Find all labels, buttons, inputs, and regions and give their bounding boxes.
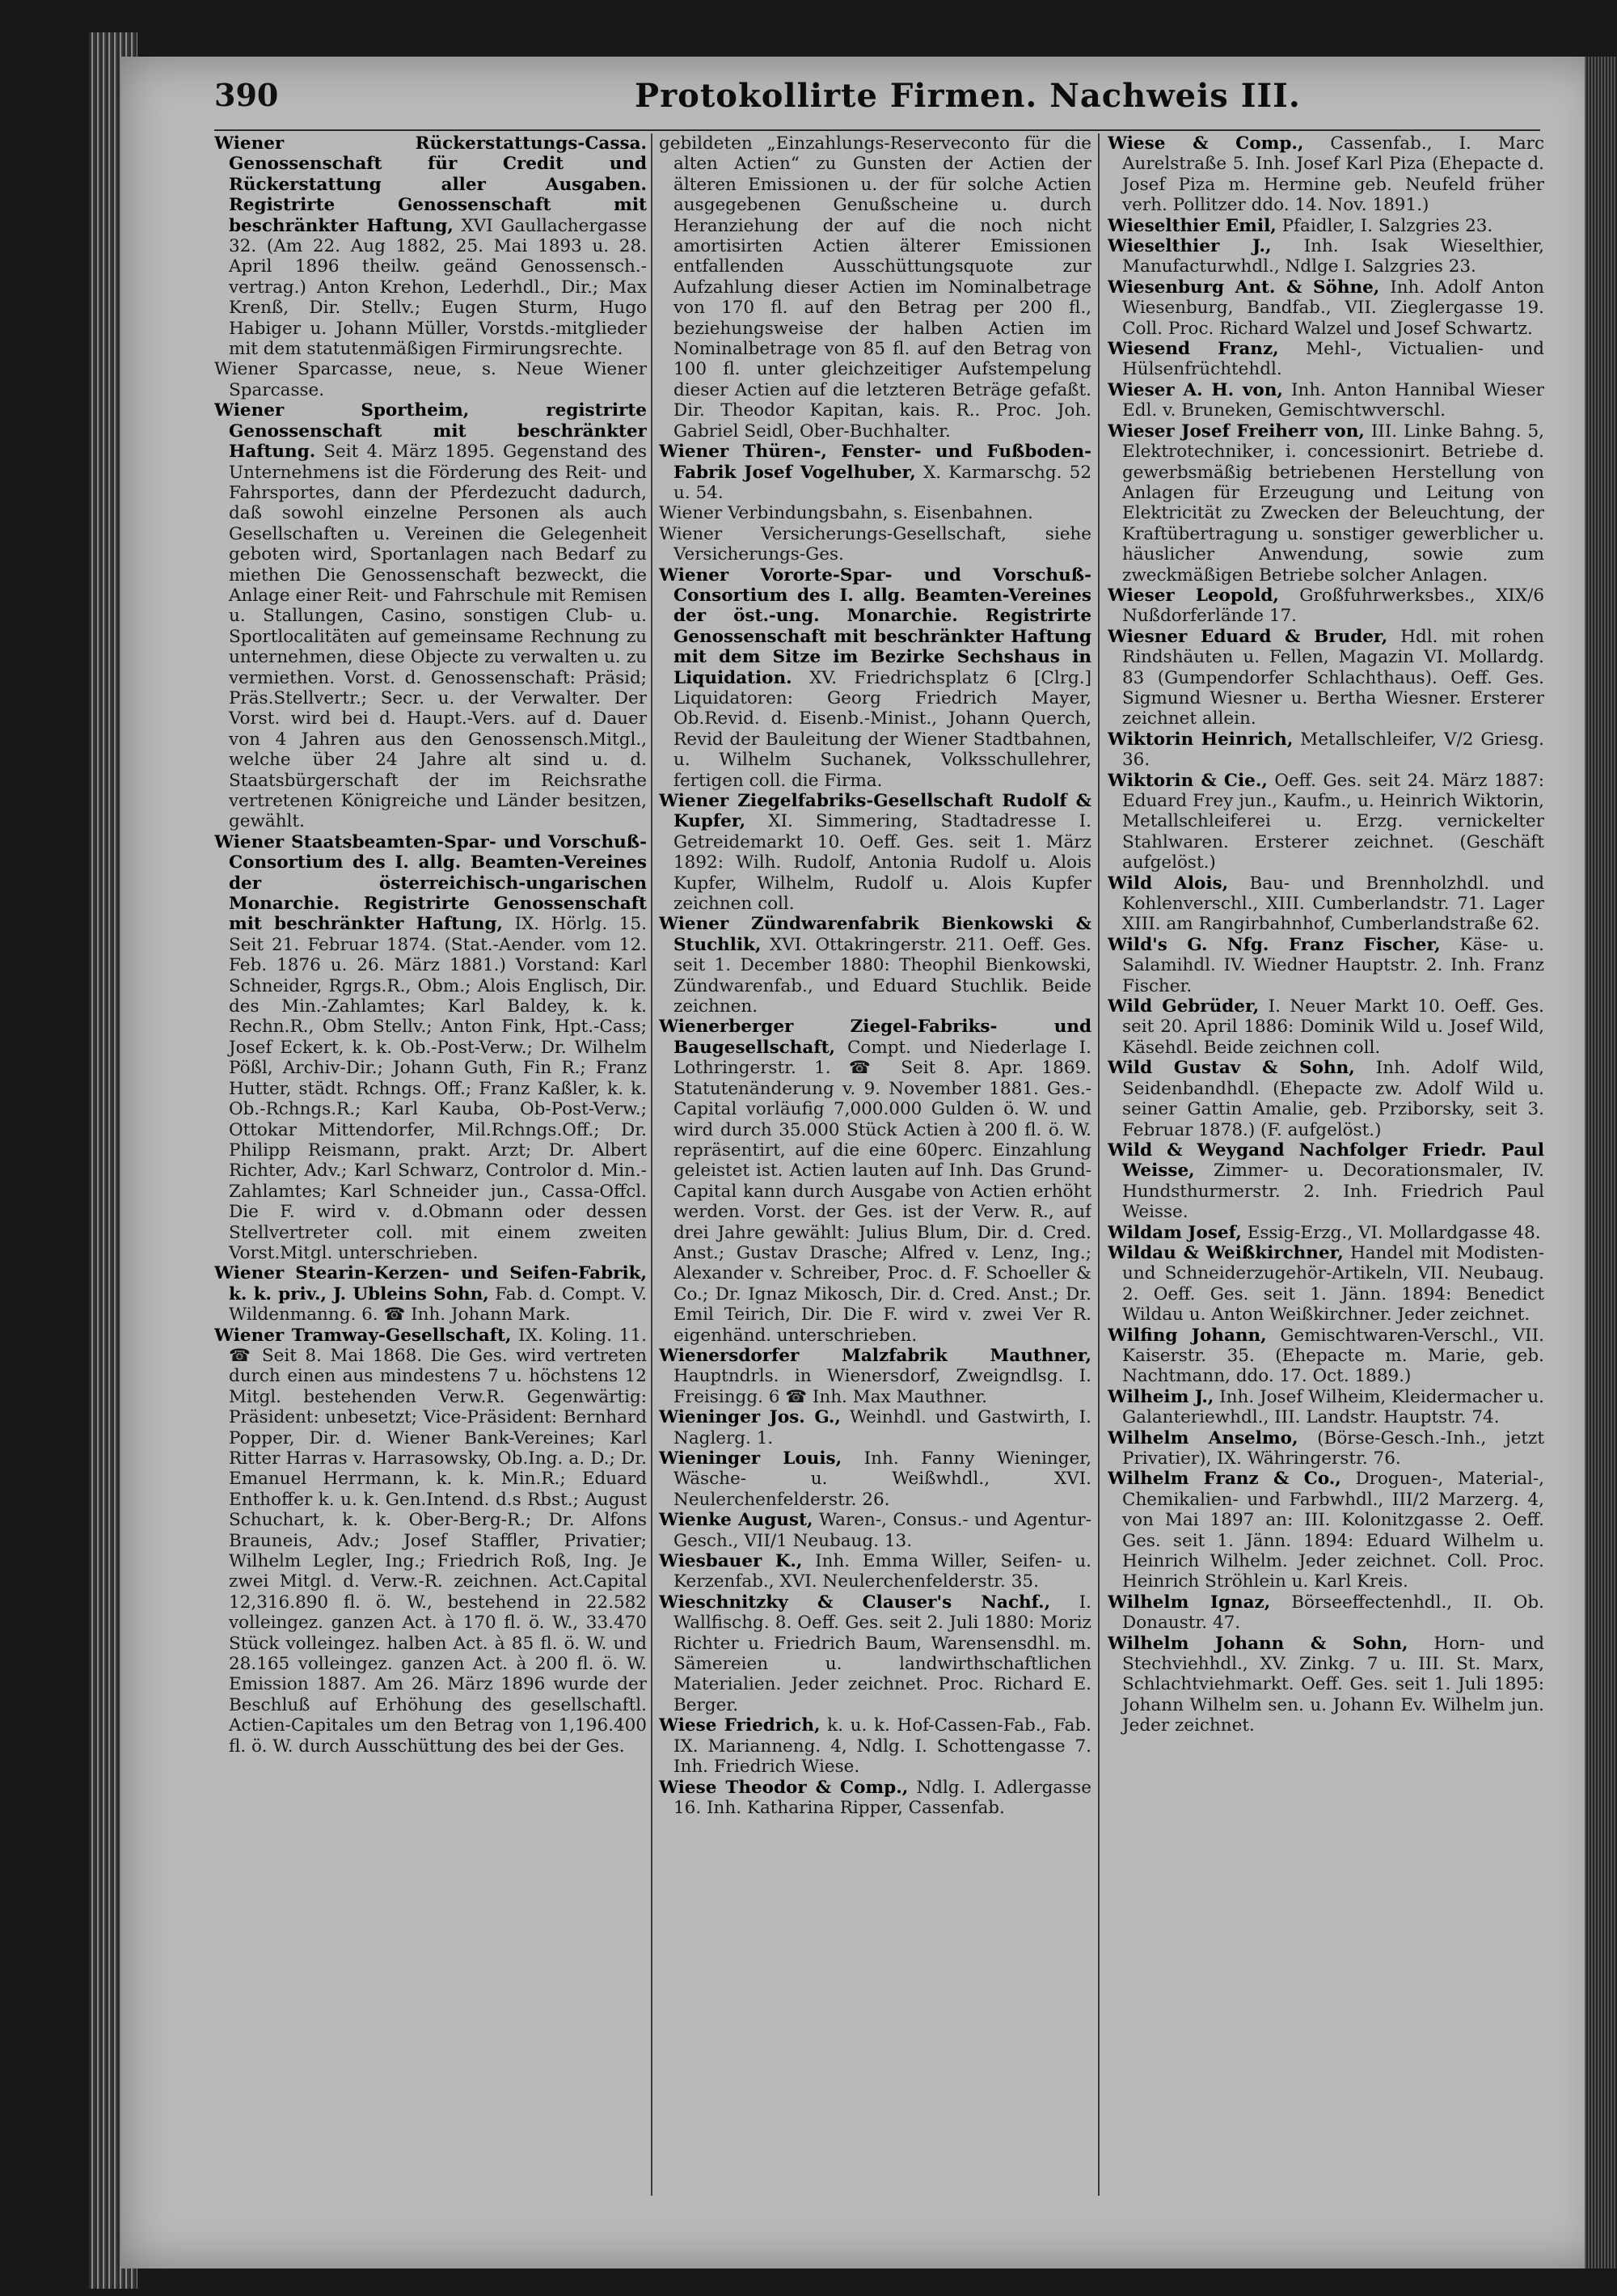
firm-name: Wieser A. H. von,: [1108, 379, 1283, 400]
firm-name: Wiener Tramway-Gesellschaft,: [214, 1325, 512, 1346]
firm-name: Wieselthier J.,: [1108, 236, 1272, 257]
entry-text: Inh. Isak Wieselthier, Manufacturwhdl., Ndlge I. Salzgries 23.: [1122, 236, 1544, 277]
firm-name: Wiener Staatsbeamten-Spar- und Vorschuß-Consortium des I. allg. Beamten-Vereines der österreichisch-ungarischen Monarchie. Registrirte Genossenschaft mit beschränkter Haftung,: [214, 831, 647, 935]
directory-entry: [1108, 1223, 1544, 1243]
firm-name: Wiesner Eduard & Bruder,: [1108, 626, 1388, 647]
entry-text: Großfuhrwerksbes., XIX/6 Nußdorferlände 17.: [1122, 585, 1544, 627]
firm-name: Wieschnitzky & Clauser's Nachf.,: [659, 1592, 1051, 1613]
firm-name: Wild's G. Nfg. Franz Fischer,: [1108, 934, 1441, 955]
directory-entry: [214, 832, 647, 1264]
firm-name: Wiener Stearin-Kerzen- und Seifen-Fabrik, k. k. priv., J. Ubleins Sohn,: [214, 1263, 647, 1304]
column-divider: [651, 133, 652, 2196]
page-header: [214, 77, 1540, 125]
firm-name: Wildam Josef,: [1108, 1222, 1242, 1243]
directory-entry: [1108, 421, 1544, 586]
entry-text: Fab. d. Compt. V. Wildenmanng. 6. ☎ Inh. Johann Mark.: [229, 1283, 647, 1326]
directory-entry: [1108, 380, 1544, 421]
directory-entry: [659, 914, 1091, 1017]
directory-entry: [1108, 627, 1544, 729]
directory-entry: [659, 1592, 1091, 1715]
directory-entry: [659, 1448, 1091, 1510]
firm-name: Wiener Vororte-Spar- und Vorschuß-Consortium des I. allg. Beamten-Vereines der öst.-ung. Monarchie. Registrirte Genossenschaft mit beschränkter Haftung mit dem Sitze im Bezirke Sechshaus in Liquidation.: [659, 564, 1091, 688]
entry-text: Droguen-, Material-, Chemikalien- und Farbwhdl., III/2 Marzerg. 4, von Mai 1897 an: III. Kolonitzgasse 2. Oeff. Ges. seit 1. Jänn. 1894: Eduard Wilhelm u. Heinrich Wilhelm. Jeder zeichnet. Coll. Proc. Heinrich Ströhlein u. Karl Kreis.: [1122, 1469, 1544, 1592]
entry-text: (Börse-Gesch.-Inh., jetzt Privatier), IX. Währingerstr. 76.: [1122, 1427, 1544, 1469]
entry-text: Cassenfab., I. Marc Aurelstraße 5. Inh. Josef Karl Piza (Ehepacte d. Josef Piza m. Hermine geb. Neufeld früher verh. Pollitzer ddo. 14. Nov. 1891.): [1122, 133, 1544, 216]
firm-name: Wieser Josef Freiherr von,: [1108, 421, 1365, 442]
entry-text: Inh. Adolf Wild, Seidenbandhdl. (Ehepacte zw. Adolf Wild u. seiner Gattin Amalie, geb. Prziborsky, seit 3. Februar 1878.) (F. aufgelöst.): [1122, 1058, 1544, 1140]
entry-text: Horn- und Stechviehhdl., XV. Zinkg. 7 u. III. St. Marx, Schlachtviehmarkt. Oeff. Ges. seit 1. Juli 1895: Johann Wilhelm sen. u. Johann Ev. Wilhelm jun. Jeder zeichnet.: [1122, 1633, 1544, 1736]
header-rule: [214, 129, 1540, 131]
directory-entry: [659, 1017, 1091, 1346]
firm-name: Wiesbauer K.,: [659, 1551, 803, 1572]
entry-text: Ndlg. I. Adlergasse 16. Inh. Katharina Ripper, Cassenfab.: [673, 1777, 1091, 1818]
entry-text: IX. Koling. 11. ☎ Seit 8. Mai 1868. Die Ges. wird vertreten durch einen aus mindestens 7 u. höchstens 12 Mitgl. bestehenden Verw.R. Gegenwärtig: Präsident: unbesetzt; Vice-Präsident: Bernhard Popper, Dir. d. Wiener Bank-Vereines; Karl Ritter Harras v. Harrasowsky, Ob.Ing. a. D.; Dr. Emanuel Herrmann, k. k. Min.R.; Eduard Enthoffer k. u. k. Gen.Intend. d.s Rbst.; August Schuchart, k. k. Ober-Berg-R.; Dr. Alfons Brauneis, Adv.; Josef Staffler, Privatier; Wilhelm Legler, Ing.; Friedrich Roß, Ing. Je zwei Mitgl. d. Verw.-R. zeichnen. Act.Capital 12,316.890 fl. ö. W., bestehend in 22.582 volleingez. ganzen Act. à 170 fl. ö. W., 33.470 Stück volleingez. halben Act. à 85 fl. ö. W. und 28.165 volleingez. ganzen Act. à 200 fl. ö. W. Emission 1887. Am 26. März 1896 wurde der Beschluß auf Erhöhung des gesellschaftl. Actien-Capitales um den Betrag von 1,196.400 fl. ö. W. durch Ausschüttung des bei der Ges.: [229, 1325, 647, 1757]
firm-name: Wiese & Comp.,: [1108, 133, 1304, 154]
firm-name: Wilfing Johann,: [1108, 1325, 1267, 1346]
entry-text: Compt. und Niederlage I. Lothringerstr. 1. ☎ Seit 8. Apr. 1869. Statutenänderung v. 9. November 1881. Ges.-Capital vorläufig 7,000.000 Gulden ö. W. und wird durch 35.000 Stück Actien à 200 fl. ö. W. repräsentirt, auf die eine 60perc. Einzahlung geleistet ist. Actien lauten auf Inh. Das Grund-Capital kann durch Ausgabe von Actien erhöht werden. Vorst. der Ges. ist der Verw. R., auf drei Jahre gewählt: Julius Blum, Dir. d. Cred. Anst.; Gustav Drasche; Alfred v. Lenz, Ing.; Alexander v. Schreiber, Proc. d. F. Schoeller & Co.; Dr. Ignaz Mikosch, Dir. d. Cred. Anst.; Dr. Emil Teirich, Dir. Die F. wird v. zwei Ver R. eigenhänd. unterschrieben.: [673, 1037, 1091, 1346]
entry-text: Inh. Emma Willer, Seifen- u. Kerzenfab., XVI. Neulerchenfelderstr. 35.: [673, 1551, 1091, 1592]
page-edge: [1585, 57, 1617, 2269]
entry-text: Hauptndrls. in Wienersdorf, Zweigndlsg. I. Freisingg. 6 ☎ Inh. Max Mauthner.: [673, 1366, 1091, 1407]
directory-entry: [659, 503, 1091, 523]
directory-entry: [1108, 1058, 1544, 1140]
firm-name: Wiener Rückerstattungs-Cassa. Genossenschaft für Credit und Rückerstattung aller Ausgaben. Registrirte Genossenschaft mit beschränkter Haftung,: [214, 133, 647, 236]
directory-entry: [1108, 1469, 1544, 1592]
firm-name: Wienerberger Ziegel-Fabriks- und Baugesellschaft,: [659, 1017, 1091, 1058]
directory-entry: [659, 524, 1091, 565]
entry-text: Inh. Josef Wilheim, Kleidermacher u. Galanteriewhdl., III. Landstr. Hauptstr. 74.: [1122, 1386, 1544, 1428]
directory-entry: [1108, 1243, 1544, 1326]
entry-text: Inh. Anton Hannibal Wieser Edl. v. Bruneken, Gemischtwverschl.: [1122, 379, 1544, 421]
firm-name: Wilheim J.,: [1108, 1386, 1214, 1407]
directory-entry: [214, 1263, 647, 1325]
firm-name: Wiener Thüren-, Fenster- und Fußboden-Fabrik Josef Vogelhuber,: [659, 442, 1091, 483]
entry-text: Zimmer- u. Decorationsmaler, IV. Hundsthurmerstr. 2. Inh. Friedrich Paul Weisse.: [1122, 1161, 1544, 1223]
directory-entry: [659, 1510, 1091, 1551]
entry-text: Wiener Sparcasse, neue, s. Neue Wiener Sparcasse.: [214, 359, 647, 400]
firm-name: Wiesenburg Ant. & Söhne,: [1108, 277, 1380, 298]
directory-entry: [214, 359, 647, 400]
directory-entry: [1108, 339, 1544, 380]
entry-text: Mehl-, Victualien- und Hülsenfrüchtehdl.: [1122, 339, 1544, 380]
firm-name: Wiesend Franz,: [1108, 339, 1279, 360]
directory-entry: [1108, 935, 1544, 996]
directory-entry: [1108, 236, 1544, 277]
firm-name: Wienke August,: [659, 1510, 813, 1531]
directory-entry: [659, 565, 1091, 791]
firm-name: Wiese Friedrich,: [659, 1715, 821, 1736]
firm-name: Wildau & Weißkirchner,: [1108, 1242, 1344, 1263]
firm-name: Wiese Theodor & Comp.,: [659, 1777, 909, 1798]
directory-entry: [659, 442, 1091, 503]
firm-name: Wienersdorfer Malzfabrik Mauthner,: [659, 1345, 1091, 1366]
entry-text: Bau- und Brennholzhdl. und Kohlenverschl., XIII. Cumberlandstr. 71. Lager XIII. am Rangirbahnhof, Cumberlandstraße 62.: [1122, 873, 1544, 935]
directory-entry: [214, 1326, 647, 1757]
firm-name: Wild Alois,: [1108, 873, 1229, 894]
directory-entry: [1108, 873, 1544, 935]
entry-text: Oeff. Ges. seit 24. März 1887: Eduard Frey jun., Kaufm., u. Heinrich Wiktorin, Metallschleiferei u. Erzg. vernickelter Stahlwaren. Ersterer zeichnet. (Geschäft aufgelöst.): [1122, 770, 1544, 873]
directory-entry: [1108, 729, 1544, 771]
directory-entry: [1108, 996, 1544, 1058]
entry-text: XI. Simmering, Stadtadresse I. Getreidemarkt 10. Oeff. Ges. seit 1. März 1892: Wilh. Rudolf, Antonia Rudolf u. Alois Kupfer, Wilhelm, Rudolf u. Alois Kupfer zeichnen coll.: [673, 811, 1091, 915]
column-2: [659, 133, 1091, 2196]
firm-name: Wieninger Louis,: [659, 1448, 842, 1469]
directory-entry: [214, 400, 647, 832]
directory-entry: [1108, 586, 1544, 627]
entry-text: XVI Gaullachergasse 32. (Am 22. Aug 1882, 25. Mai 1893 u. 28. April 1896 theilw. geänd Genossensch.-vertrag.) Anton Krehon, Lederhdl., Dir.; Max Krenß, Dir. Stellv.; Eugen Sturm, Hugo Habiger u. Johann Müller, Vorstds.-mitglieder mit dem statutenmäßigen Firmirungsrechte.: [229, 215, 647, 360]
directory-entry: [659, 1346, 1091, 1407]
directory-entry: [659, 1407, 1091, 1448]
page-number: 390: [214, 77, 279, 113]
firm-name: Wiener Sportheim, registrirte Genossenschaft mit beschränkter Haftung.: [214, 400, 647, 463]
firm-name: Wilhelm Johann & Sohn,: [1108, 1633, 1408, 1654]
directory-entry: [659, 791, 1091, 914]
entry-text: X. Karmarschg. 52 u. 54.: [673, 462, 1091, 503]
column-divider: [1098, 133, 1100, 2196]
directory-entry: [1108, 133, 1544, 216]
entry-text: III. Linke Bahng. 5, Elektrotechniker, i. concessionirt. Betriebe d. gewerbsmäßig betriebenen Herstellung von Anlagen für Erzeugung und Leitung von Elektricität zu Zwecken der Beleuchtung, der Kraftübertragung u. sonstiger gewerblicher u. häuslicher Anwendung, sowie zum zweckmäßigen Betriebe solcher Anlagen.: [1122, 421, 1544, 586]
directory-entry: [1108, 277, 1544, 339]
firm-name: Wilhelm Ignaz,: [1108, 1592, 1271, 1613]
firm-name: Wiener Zündwarenfabrik Bienkowski & Stuchlik,: [659, 914, 1091, 955]
firm-name: Wild & Weygand Nachfolger Friedr. Paul Weisse,: [1108, 1140, 1544, 1182]
directory-entry: [214, 133, 647, 359]
entry-text: Inh. Adolf Anton Wiesenburg, Bandfab., VII. Zieglergasse 19. Coll. Proc. Richard Walzel und Josef Schwartz.: [1122, 277, 1544, 339]
entry-text: Waren-, Consus.- und Agentur-Gesch., VII/1 Neubaug. 13.: [673, 1510, 1091, 1551]
directory-entry: [1108, 771, 1544, 873]
entry-text: k. u. k. Hof-Cassen-Fab., Fab. IX. Marianneng. 4, Ndlg. I. Schottengasse 7. Inh. Friedrich Wiese.: [673, 1715, 1091, 1778]
firm-name: Wiener Ziegelfabriks-Gesellschaft Rudolf & Kupfer,: [659, 791, 1091, 832]
entry-text: XVI. Ottakringerstr. 211. Oeff. Ges. seit 1. December 1880: Theophil Bienkowski, Zündwarenfab., und Eduard Stuchlik. Beide zeichnen.: [673, 934, 1091, 1017]
directory-entry: [659, 133, 1091, 442]
firm-name: Wieselthier Emil,: [1108, 215, 1277, 236]
running-head: Protokollirte Firmen. Nachweis III.: [635, 77, 1301, 115]
firm-name: Wilhelm Anselmo,: [1108, 1427, 1298, 1448]
entry-text: Hdl. mit rohen Rindshäuten u. Fellen, Magazin VI. Mollardg. 83 (Gumpendorfer Schlachthaus). Oeff. Ges. Sigmund Wiesner u. Bertha Wiesner. Ersterer zeichnet allein.: [1122, 626, 1544, 729]
directory-entry: [1108, 1140, 1544, 1223]
entry-text: XV. Friedrichsplatz 6 [Clrg.] Liquidatoren: Georg Friedrich Mayer, Ob.Revid. d. Eisenb.-Minist., Johann Querch, Revid der Bauleitung der Wiener Stadtbahnen, u. Wilhelm Suchanek, Volksschullehrer, fertigen coll. die Firma.: [673, 667, 1091, 791]
firm-name: Wild Gustav & Sohn,: [1108, 1058, 1355, 1079]
entry-text: Seit 4. März 1895. Gegenstand des Unternehmens ist die Förderung des Reit- und Fahrsportes, dann der Pferdezucht dadurch, daß sowohl einzelne Personen als auch Gesellschaften u. Vereinen die Gelegenheit geboten wird, Sportanlagen nach Bedarf zu miethen Die Genossenschaft bezweckt, die Anlage einer Reit- und Fahrschule mit Remisen u. Stallungen, Casino, sonstigen Club- u. Sportlocalitäten auf gemeinsame Rechnung zu unternehmen, diese Objecte zu verwalten u. zu vermiethen. Vorst. d. Genossenschaft: Präsid; Präs.Stellvertr.; Secr. u. der Verwalter. Der Vorst. wird bei d. Haupt.-Vers. auf d. Dauer von 4 Jahren aus den Genossensch.Mitgl., welche über 24 Jahre alt sind u. d. Staatsbürgerschaft der im Reichsrathe vertretenen Königreiche und Länder besitzen, gewählt.: [229, 442, 647, 832]
firm-name: Wieser Leopold,: [1108, 585, 1279, 606]
entry-text: Inh. Fanny Wieninger, Wäsche- u. Weißwhdl., XVI. Neulerchenfelderstr. 26.: [673, 1448, 1091, 1510]
directory-entry: [1108, 1326, 1544, 1387]
directory-entry: [659, 1551, 1091, 1592]
directory-entry: [1108, 216, 1544, 236]
entry-text: Weinhdl. und Gastwirth, I. Naglerg. 1.: [673, 1407, 1091, 1448]
entry-text: I. Wallfischg. 8. Oeff. Ges. seit 2. Juli 1880: Moriz Richter u. Friedrich Baum, Warensensdhl. m. Sämereien u. landwirthschaftlichen Materialien. Jeder zeichnet. Proc. Richard E. Berger.: [673, 1592, 1091, 1715]
entry-text: Gemischtwaren-Verschl., VII. Kaiserstr. 35. (Ehepacte m. Marie, geb. Nachtmann, ddo. 17. Oct. 1889.): [1122, 1325, 1544, 1387]
directory-entry: [659, 1715, 1091, 1777]
firm-name: Wiktorin Heinrich,: [1108, 729, 1294, 750]
entry-text: Wiener Verbindungsbahn, s. Eisenbahnen.: [659, 503, 1033, 524]
entry-text: Käse- u. Salamihdl. IV. Wiedner Hauptstr. 2. Inh. Franz Fischer.: [1122, 934, 1544, 996]
entry-text: I. Neuer Markt 10. Oeff. Ges. seit 20. April 1886: Dominik Wild u. Josef Wild, Käsehdl. Beide zeichnen coll.: [1122, 996, 1544, 1058]
column-3: [1108, 133, 1544, 2196]
entry-text: IX. Hörlg. 15. Seit 21. Februar 1874. (Stat.-Aender. vom 12. Feb. 1876 u. 26. März 1881.) Vorstand: Karl Schneider, Rgrgs.R., Obm.; Alois Englisch, Dir. des Min.-Zahlamtes; Karl Baldey, k. k. Rechn.R., Obm Stellv.; Anton Fink, Hpt.-Cass; Josef Eckert, k. k. Ob.-Post-Verw.; Dr. Wilhelm Pößl, Archiv-Dir.; Johann Guth, Fin R.; Franz Hutter, städt. Rchngs. Off.; Franz Kaßler, k. k. Ob.-Rchngs.R.; Karl Kauba, Ob-Post-Verw.; Ottokar Mittendorfer, Mil.Rchngs.Off.; Dr. Philipp Reismann, prakt. Arzt; Dr. Albert Richter, Adv.; Karl Schwarz, Controlor d. Min.-Zahlamtes; Karl Schneider jun., Cassa-Offcl. Die F. wird v. d.Obmann oder dessen Stellvertreter coll. mit einem zweiten Vorst.Mitgl. unterschrieben.: [229, 914, 647, 1263]
directory-entry: [1108, 1428, 1544, 1469]
column-1: [214, 133, 647, 2196]
directory-entry: [659, 1778, 1091, 1819]
entry-text: Börseeffectenhdl., II. Ob. Donaustr. 47.: [1122, 1592, 1544, 1634]
firm-name: Wild Gebrüder,: [1108, 996, 1260, 1017]
entry-text: Pfaidler, I. Salzgries 23.: [1281, 215, 1493, 236]
firm-name: Wiktorin & Cie.,: [1108, 770, 1268, 791]
directory-entry: [1108, 1592, 1544, 1634]
entry-text: Wiener Versicherungs-Gesellschaft, siehe Versicherungs-Ges.: [659, 523, 1091, 565]
entry-text: gebildeten „Einzahlungs-Reserveconto für die alten Actien“ zu Gunsten der Actien der älteren Emissionen u. der für solche Actien ausgegebenen Genußscheine u. durch Heranziehung der auf die noch nicht amortisirten Actien älterer Emissionen entfallenden Ausschüttungsquote zur Aufzahlung dieser Actien im Nominalbetrage von 170 fl. auf den Betrag per 200 fl., beziehungsweise der halben Actien im Nominalbetrage von 85 fl. auf den Betrag von 100 fl. unter gleichzeitiger Aufstempelung dieser Actien auf die letzteren Beträge gefaßt. Dir. Theodor Kapitan, kais. R.. Proc. Joh. Gabriel Seidl, Ober-Buchhalter.: [659, 133, 1091, 442]
entry-text: Metallschleifer, V/2 Griesg. 36.: [1122, 729, 1544, 771]
entry-text: Essig-Erzg., VI. Mollardgasse 48.: [1247, 1222, 1541, 1243]
firm-name: Wilhelm Franz & Co.,: [1108, 1469, 1341, 1490]
directory-entry: [1108, 1387, 1544, 1428]
entry-text: Handel mit Modisten- und Schneiderzugehör-Artikeln, VII. Neubaug. 2. Oeff. Ges. seit 1. Jänn. 1894: Benedict Wildau u. Anton Weißkirchner. Jeder zeichnet.: [1122, 1242, 1544, 1326]
directory-entry: [1108, 1634, 1544, 1736]
firm-name: Wieninger Jos. G.,: [659, 1407, 841, 1428]
